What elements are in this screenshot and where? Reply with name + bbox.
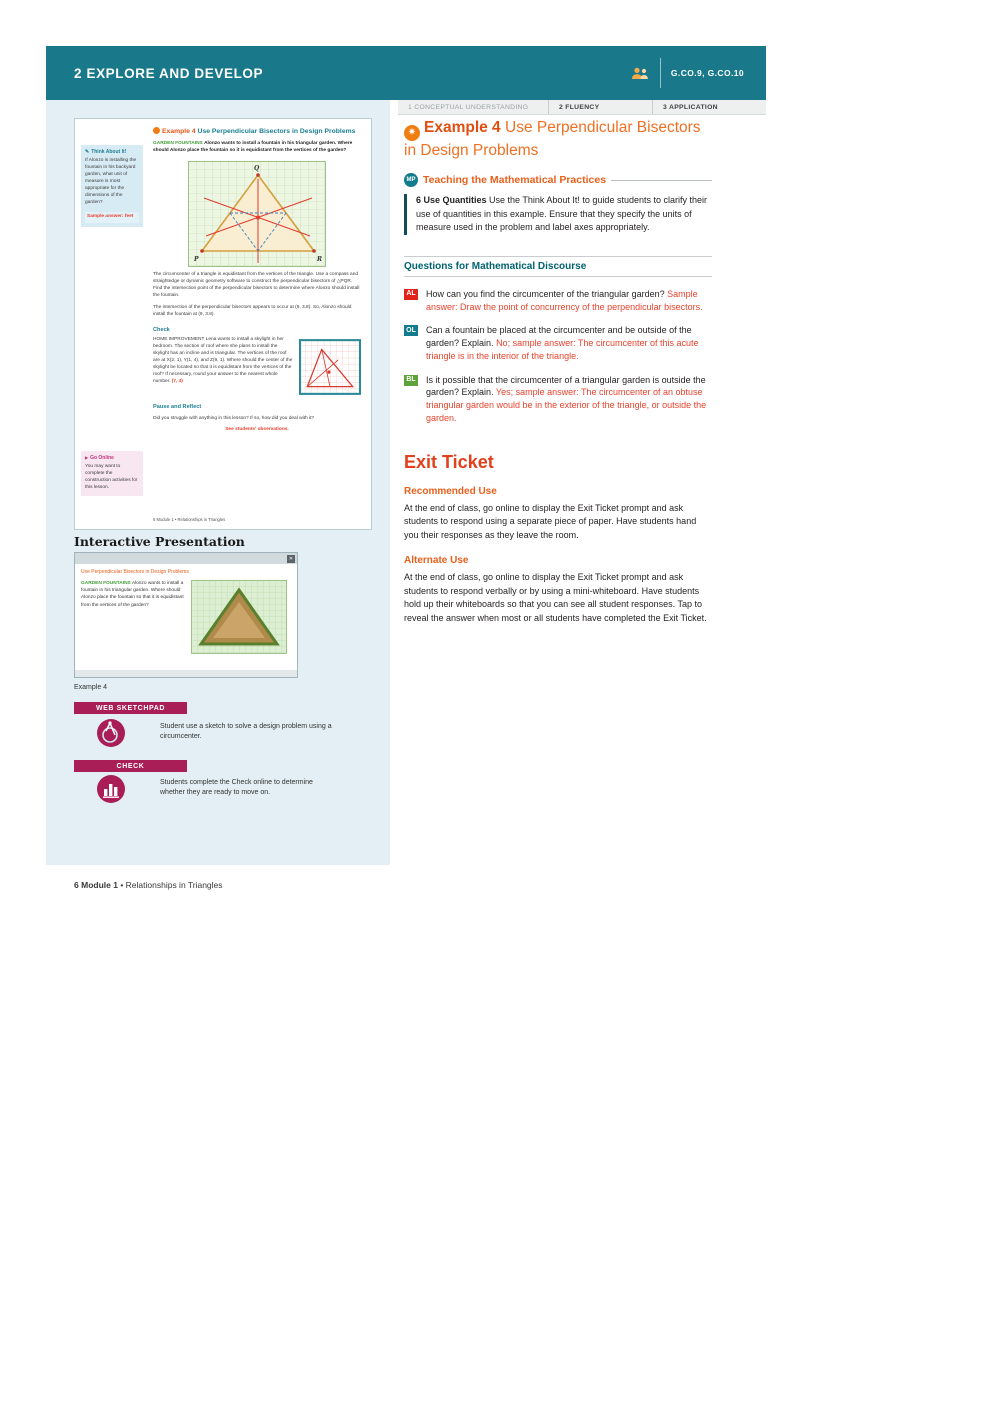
rigor-tabstrip — [398, 100, 766, 115]
vertex-label-q: Q — [254, 165, 260, 173]
discourse-answer: No; sample answer: The circumcenter of this acute triangle is in the interior of the triangle. — [426, 338, 699, 361]
teaching-practices-header — [404, 173, 712, 187]
interactive-slide-thumbnail — [74, 552, 298, 678]
discourse-answer: Yes; sample answer: The circumcenter of an obtuse triangular garden would be in the exterior of the triangle, or outside the garden. — [426, 387, 707, 423]
discourse-item-ol — [404, 324, 712, 362]
think-about-it-box — [81, 145, 143, 227]
example-heading — [404, 118, 712, 160]
garden-triangle-image — [191, 580, 287, 654]
level-badge-ol: OL — [404, 325, 418, 336]
recommended-use-body: At the end of class, go online to display the Exit Ticket prompt and ask students to respond using a separate piece of paper. Have students hand you their responses as they leave the room. — [404, 502, 697, 540]
module-label: Module 1 — [81, 880, 118, 890]
header-divider — [660, 58, 661, 88]
garden-prompt — [153, 141, 361, 155]
mp-icon: MP — [404, 173, 418, 187]
pause-reflect-heading: Pause and Reflect — [153, 404, 202, 411]
use-quantities-body: Use the Think About It! to guide students to clarify their use of quantities in this example. Ensure that they specify the units of measure used in the problem and label axes appropriately. — [416, 195, 707, 233]
example-label: Example 4 — [424, 119, 501, 136]
web-sketchpad-icon — [96, 718, 126, 748]
student-page-margin — [75, 119, 147, 529]
discourse-item-bl — [404, 374, 712, 425]
check-description: Students complete the Check online to determine whether they are ready to move on. — [160, 779, 313, 797]
student-page-preview — [74, 118, 372, 530]
student-edition-panel — [46, 100, 390, 865]
go-online-title: Go Online — [90, 455, 114, 461]
use-quantities-lead: 6 Use Quantities — [416, 195, 487, 206]
circumcenter-paragraph: The circumcenter of a triangle is equidistant from the vertices of the triangle. Use a compass and straightedge or dynamic geometry software to construct the perpendicular bisectors of △PQR. Find the intersection point of the perpendicular bisectors to determine where Alonzo should install the fountain. — [153, 272, 360, 299]
discourse-item-al — [404, 288, 712, 314]
interactive-presentation-heading: Interactive Presentation — [74, 534, 245, 549]
web-sketchpad-ribbon: WEB SKETCHPAD — [74, 702, 187, 714]
page-number: 6 — [74, 880, 79, 890]
slide-text — [81, 580, 185, 654]
standards-codes: G.CO.9, G.CO.10 — [670, 68, 744, 78]
alternate-use-heading: Alternate Use — [404, 555, 469, 567]
exit-ticket-heading: Exit Ticket — [404, 451, 494, 472]
check-chart-icon — [96, 774, 126, 804]
example-title: Use Perpendicular Bisectors in Design Problems — [404, 119, 701, 159]
level-badge-al: AL — [404, 289, 418, 300]
student-page-body — [147, 119, 371, 529]
student-example-label: Example 4 — [162, 128, 196, 135]
garden-prompt-text: Alonzo wants to install a fountain in his triangular garden. Where should Alonzo place the fountain so it is equidistant from the vertices of the garden? — [153, 141, 353, 154]
pause-reflect-body: Did you struggle with anything in this lesson? If so, how did you deal with it? — [153, 416, 315, 422]
slide-prompt: Alonzo wants to install a fountain in his triangular garden. Where should Alonzo place the fountain so that it is equidistant from the vertices of the garden? — [81, 581, 184, 608]
people-icon — [630, 67, 650, 80]
check-heading: Check — [153, 327, 170, 334]
slide-footer-bar — [75, 670, 297, 677]
check-body-text: HOME IMPROVEMENT Lena wants to install a skylight in her bedroom. The section of roof where she plans to install the skylight has an incline and is triangular. The vertices of the roof are at X(2, 1), Y(1, 4), and Z(9, 1). Where should the center of the skylight be located so that it is equidistant from the vertices of the roof? If necessary, round your answer to the nearest whole number. — [153, 337, 293, 384]
check-answer: (7, 4) — [171, 378, 183, 384]
close-icon[interactable]: ✕ — [288, 555, 294, 562]
page-footer — [74, 880, 223, 890]
intersection-paragraph: The intersection of the perpendicular bisectors appears to occur at (9, 3.8). So, Alonzo should install the fountain at (9, 3.8). — [153, 305, 352, 318]
tab-application[interactable]: 3 APPLICATION — [652, 100, 764, 114]
slide-tag: GARDEN FOUNTAINS — [81, 581, 131, 586]
student-page-footer: 6 Module 1 • Relationships in Triangles — [153, 516, 226, 522]
discourse-question: Is it possible that the circumcenter of a triangular garden is outside the garden? Explain. — [426, 374, 706, 398]
discourse-heading: Questions for Mathematical Discourse — [404, 256, 712, 277]
example-icon — [153, 127, 160, 134]
header-right — [630, 46, 744, 100]
example-slide-icon — [404, 125, 420, 141]
think-about-answer: Sample answer: feet — [85, 212, 139, 223]
section-header — [46, 46, 766, 100]
garden-tag: GARDEN FOUNTAINS — [153, 141, 203, 147]
triangle-circumcenter-graph — [188, 161, 326, 267]
slide-caption: Example 4 — [74, 684, 108, 691]
pause-reflect-answer: See students' observations. — [225, 427, 289, 433]
go-online-box — [81, 451, 143, 496]
check-section — [153, 337, 361, 395]
slide-title: Use Perpendicular Bisectors in Design Problems — [81, 569, 189, 575]
check-ribbon: CHECK — [74, 760, 187, 772]
tab-fluency[interactable]: 2 FLUENCY — [548, 100, 652, 114]
level-badge-bl: BL — [404, 375, 418, 386]
vertex-label-r: R — [317, 256, 322, 264]
check-body — [153, 337, 294, 395]
go-online-body: You may want to complete the construction activities for this lesson. — [85, 464, 138, 491]
discourse-question: Can a fountain be placed at the circumcenter and be outside of the garden? Explain. — [426, 325, 692, 349]
skylight-graph — [299, 339, 361, 395]
teacher-notes-column — [404, 118, 712, 625]
think-about-body: If Alonzo is installing the fountain in his backyard garden, what unit of measure is most appropriate for the dimensions of the garden? — [85, 158, 137, 205]
alternate-use-body: At the end of class, go online to display the Exit Ticket prompt and ask students to respond verbally or by using a mini-whiteboard. Have students hold up their whiteboards so that you can see all student responses. Tap to reveal the answer when most or all students have completed the Exit Ticket. — [404, 572, 707, 623]
vertex-label-p: P — [194, 256, 199, 264]
think-about-title: Think About It! — [91, 149, 127, 155]
teaching-practices-note — [404, 194, 712, 235]
slide-body — [75, 564, 297, 670]
heading-rule — [611, 180, 712, 181]
discourse-question: How can you find the circumcenter of the triangular garden? — [426, 288, 668, 299]
student-example-heading — [153, 127, 361, 136]
teaching-practices-title: Teaching the Mathematical Practices — [423, 174, 607, 187]
discourse-answer: Sample answer: Draw the point of concurrency of the perpendicular bisectors. — [426, 288, 703, 312]
recommended-use-heading: Recommended Use — [404, 485, 497, 497]
student-example-title: Use Perpendicular Bisectors in Design Problems — [197, 128, 356, 135]
slide-titlebar — [75, 553, 297, 564]
section-title: 2 EXPLORE AND DEVELOP — [74, 65, 264, 81]
web-sketchpad-description: Student use a sketch to solve a design problem using a circumcenter. — [160, 723, 332, 741]
module-title: • Relationships in Triangles — [120, 880, 223, 890]
tab-conceptual-understanding[interactable]: 1 CONCEPTUAL UNDERSTANDING — [408, 103, 529, 111]
